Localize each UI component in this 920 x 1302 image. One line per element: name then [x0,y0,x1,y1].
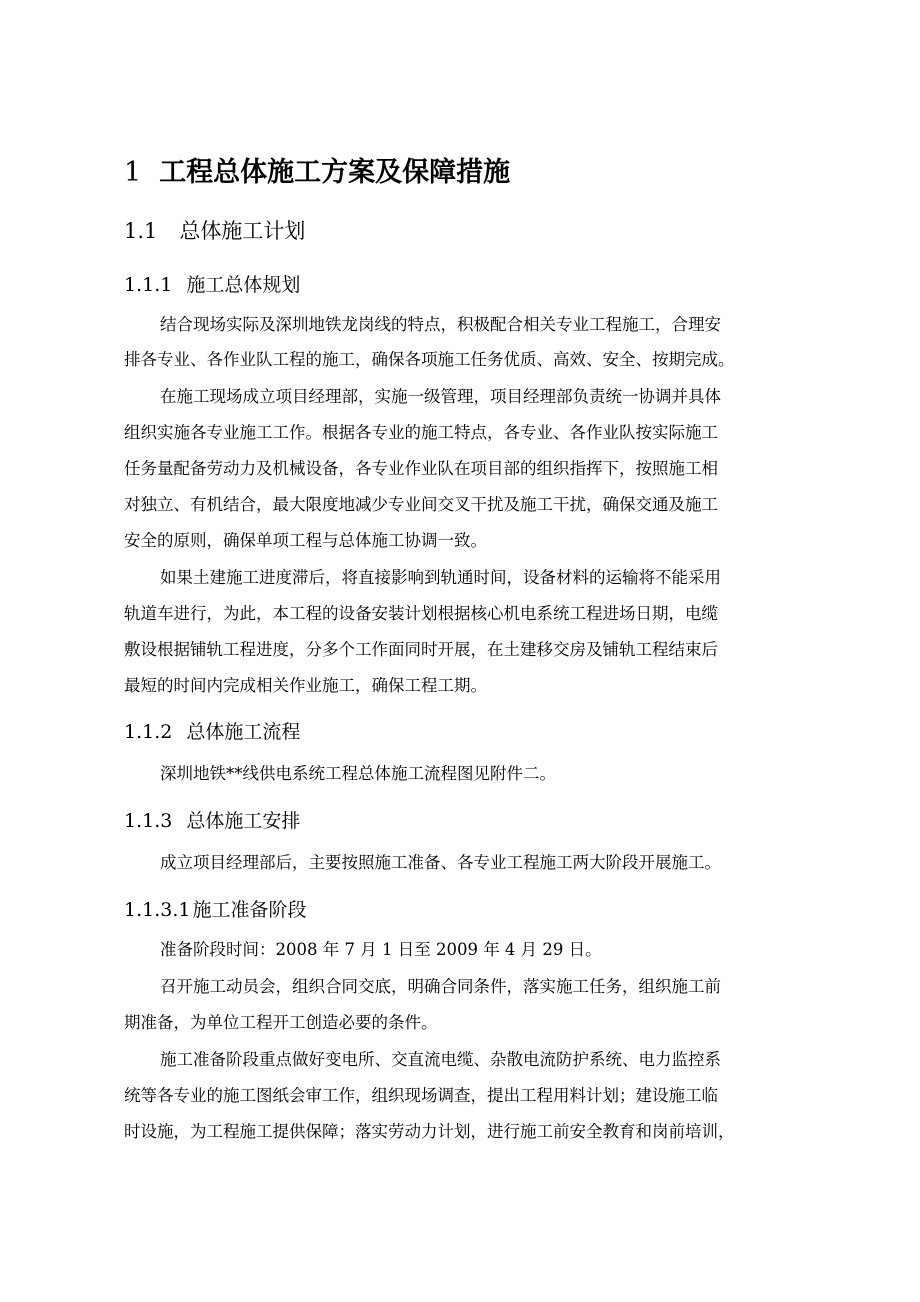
heading-1-1-number: 1.1 [124,219,158,243]
paragraph-line: 统等各专业的施工图纸会审工作，组织现场调查，提出工程用料计划；建设施工临 [124,1086,718,1105]
paragraph-line: 轨道车进行，为此，本工程的设备安装计划根据核心机电系统工程进场日期，电缆 [124,604,718,623]
heading-1-1-2-title: 总体施工流程 [186,721,301,743]
heading-1-1-3 [124,806,300,833]
heading-1-1-1 [124,270,300,297]
paragraph-line: 深圳地铁**线供电系统工程总体施工流程图见附件二。 [160,764,556,783]
paragraph-line: 时设施，为工程施工提供保障；落实劳动力计划，进行施工前安全教育和岗前培训， [124,1122,735,1141]
heading-1-1 [124,215,305,245]
heading-1-1-3-1-title: 施工准备阶段 [192,899,307,921]
paragraph-line: 最短的时间内完成相关作业施工，确保工程工期。 [124,676,487,695]
paragraph-line: 结合现场实际及深圳地铁龙岗线的特点，积极配合相关专业工程施工，合理安 [160,315,721,334]
paragraph-line: 组织实施各专业施工工作。根据各专业的施工特点，各专业、各作业队按实际施工 [124,423,718,442]
heading-1-1-2 [124,717,300,744]
heading-1-title: 工程总体施工方案及保障措施 [159,157,511,188]
paragraph-line: 排各专业、各作业队工程的施工，确保各项施工任务优质、高效、安全、按期完成。 [124,350,735,369]
paragraph-line: 安全的原则，确保单项工程与总体施工协调一致。 [124,531,487,550]
paragraph-line: 敷设根据铺轨工程进度，分多个工作面同时开展，在土建移交房及铺轨工程结束后 [124,640,718,659]
heading-1-1-1-number: 1.1.1 [124,274,173,296]
paragraph-line: 施工准备阶段重点做好变电所、交直流电缆、杂散电流防护系统、电力监控系 [160,1050,721,1069]
paragraph-line: 在施工现场成立项目经理部，实施一级管理，项目经理部负责统一协调并具体 [160,387,721,406]
heading-1-1-title: 总体施工计划 [179,219,306,243]
paragraph-line: 召开施工动员会，组织合同交底，明确合同条件，落实施工任务，组织施工前 [160,977,721,996]
paragraph-line: 准备阶段时间：2008 年 7 月 1 日至 2009 年 4 月 29 日。 [160,940,602,959]
heading-1-1-3-1-number: 1.1.3.1 [124,899,191,921]
heading-1 [124,150,510,189]
paragraph-line: 成立项目经理部后，主要按照施工准备、各专业工程施工两大阶段开展施工。 [160,853,721,872]
heading-1-1-2-number: 1.1.2 [124,721,173,743]
heading-1-1-1-title: 施工总体规划 [186,274,301,296]
paragraph-line: 如果土建施工进度滞后，将直接影响到轨通时间，设备材料的运输将不能采用 [160,568,721,587]
heading-1-number: 1 [124,157,142,188]
heading-1-1-3-number: 1.1.3 [124,810,173,832]
heading-1-1-3-title: 总体施工安排 [186,810,301,832]
heading-1-1-3-1 [124,895,307,922]
paragraph-line: 期准备，为单位工程开工创造必要的条件。 [124,1013,438,1032]
paragraph-line: 对独立、有机结合，最大限度地减少专业间交叉干扰及施工干扰，确保交通及施工 [124,495,718,514]
paragraph-line: 任务量配备劳动力及机械设备，各专业作业队在项目部的组织指挥下，按照施工相 [124,459,718,478]
